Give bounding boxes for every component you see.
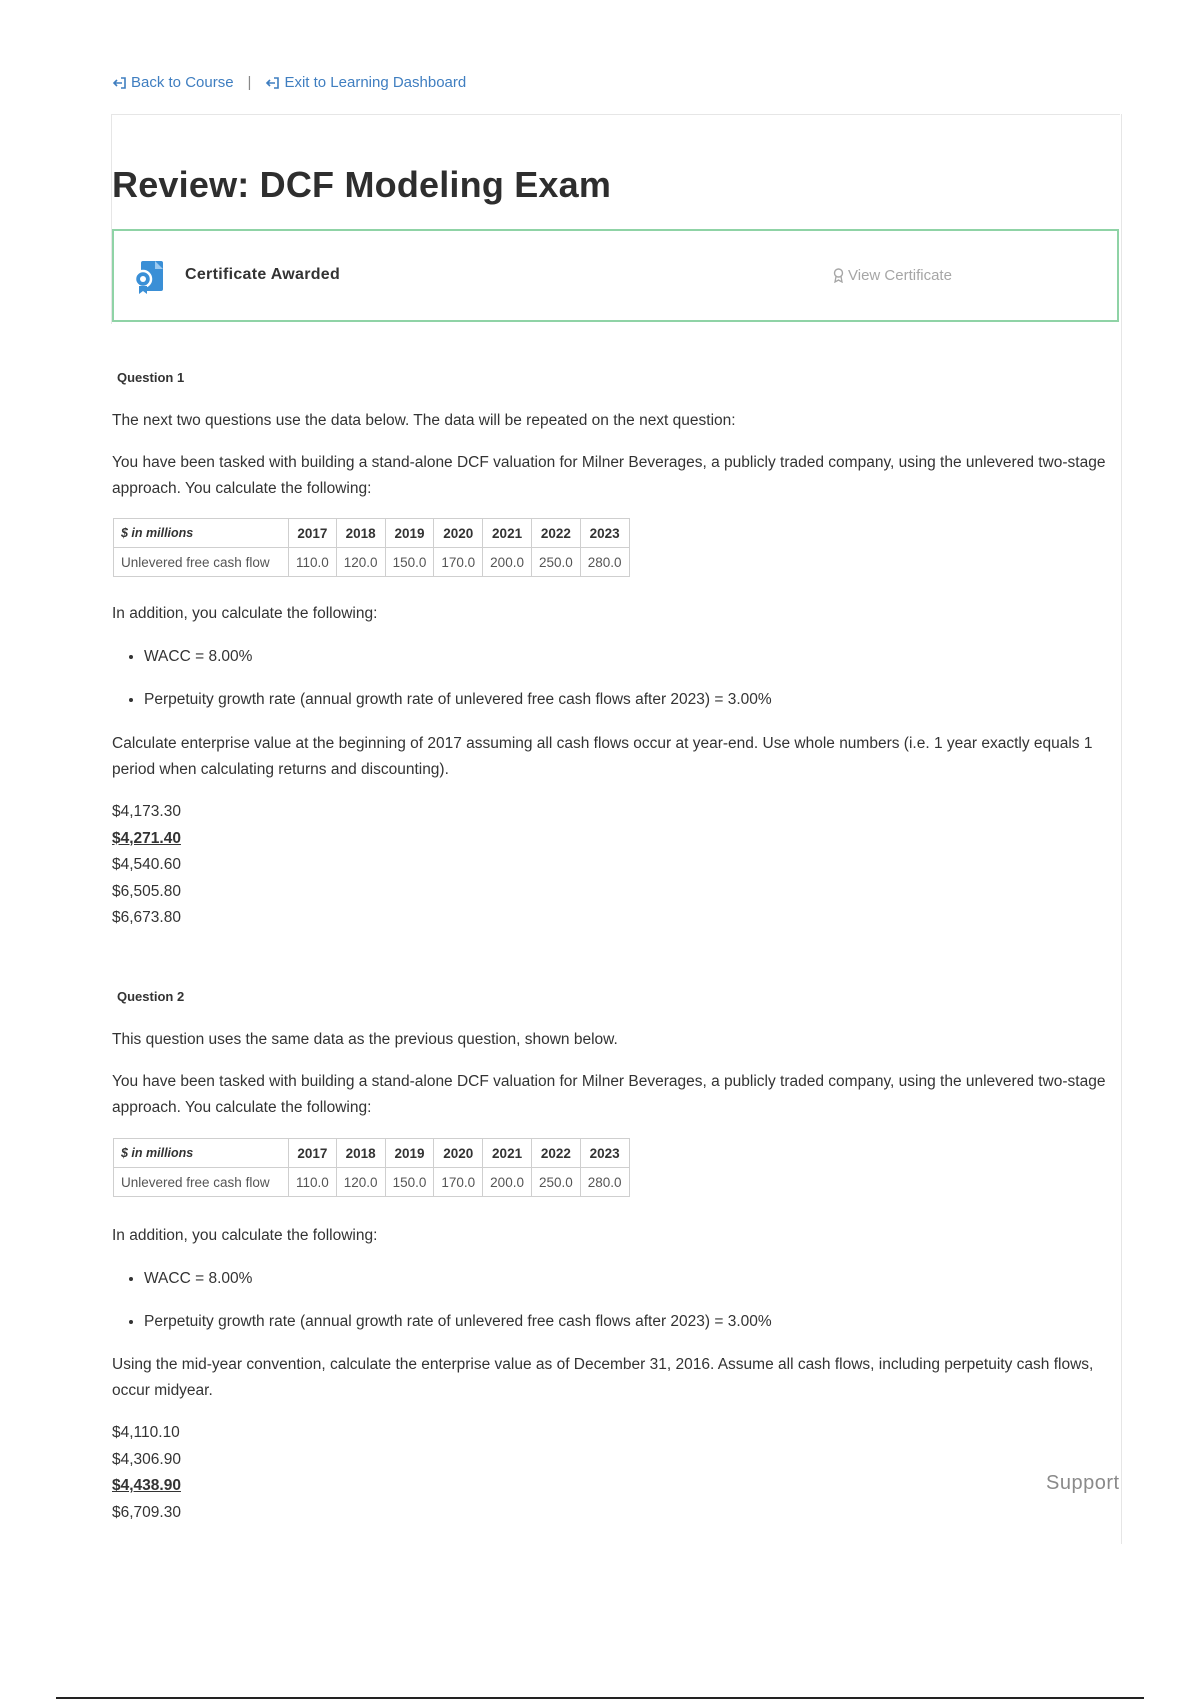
table-year: 2017: [289, 519, 337, 548]
back-to-course-link[interactable]: [112, 74, 234, 91]
question-1-setup: You have been tasked with building a stand-alone DCF valuation for Milner Beverages, a publicly traded company, using the unlevered two-stage approach. You calculate the following:: [112, 454, 1106, 497]
exit-dashboard-link[interactable]: [265, 74, 466, 91]
table-year: 2019: [385, 519, 434, 548]
table-cell: 150.0: [385, 548, 434, 577]
question-2-bullets: [112, 1266, 772, 1352]
answer-option[interactable]: $4,306.90: [112, 1450, 181, 1468]
table-cell: 250.0: [531, 548, 580, 577]
table-year: 2023: [580, 1139, 629, 1168]
table-year: 2018: [336, 1139, 385, 1168]
table-year: 2020: [434, 1139, 483, 1168]
answer-option[interactable]: $6,505.80: [112, 882, 181, 900]
answer-option[interactable]: $6,673.80: [112, 909, 181, 926]
page-bottom-rule: [56, 1697, 1144, 1699]
question-2-setup: You have been tasked with building a stand-alone DCF valuation for Milner Beverages, a publicly traded company, using the unlevered two-stage approach. You calculate the following:: [112, 1073, 1106, 1116]
answer-option[interactable]: $4,173.30: [112, 803, 181, 820]
table-cell: 110.0: [289, 1168, 337, 1197]
wacc-bullet: • WACC = 8.00%: [144, 1266, 772, 1309]
back-to-course-label: Back to Course: [131, 74, 234, 91]
table-year: 2017: [289, 1139, 337, 1168]
certificate-awarded-label: Certificate Awarded: [185, 266, 341, 283]
table-row-label: Unlevered free cash flow: [114, 1168, 289, 1197]
question-2-prompt: Using the mid-year convention, calculate the enterprise value as of December 31, 2016. Assume all cash flows, including perpetuity cash flows, occur midyear.: [112, 1356, 1094, 1399]
question-1-addition: In addition, you calculate the following:: [112, 605, 378, 622]
certificate-icon: [132, 259, 168, 295]
page-title: Review: DCF Modeling Exam: [112, 164, 612, 205]
table-header-row: [114, 1139, 630, 1168]
certificate-ribbon-icon: [832, 268, 845, 283]
table-year: 2019: [385, 1139, 434, 1168]
table-cell: 170.0: [434, 548, 483, 577]
question-2-addition: In addition, you calculate the following:: [112, 1227, 378, 1244]
support-button[interactable]: Support: [1046, 1472, 1120, 1494]
table-year: 2022: [531, 1139, 580, 1168]
answer-option[interactable]: $4,110.10: [112, 1424, 180, 1441]
table-year: 2022: [531, 519, 580, 548]
certificate-banner: [112, 229, 1119, 322]
question-1-prompt: Calculate enterprise value at the beginning of 2017 assuming all cash flows occur at year-end. Use whole numbers (i.e. 1 year exactly equals 1 period when calculating returns and discounting).: [112, 735, 1093, 778]
table-year: 2020: [434, 519, 483, 548]
growth-rate-bullet: • Perpetuity growth rate (annual growth rate of unlevered free cash flows after 2023) = 3.00%: [144, 687, 772, 730]
table-row-label: Unlevered free cash flow: [114, 548, 289, 577]
table-cell: 280.0: [580, 1168, 629, 1197]
question-1-options: [112, 799, 181, 932]
question-2-label: Question 2: [117, 989, 185, 1004]
table-cell: 150.0: [385, 1168, 434, 1197]
table-cell: 280.0: [580, 548, 629, 577]
view-certificate-label: View Certificate: [848, 267, 952, 284]
table-year: 2018: [336, 519, 385, 548]
table-cell: 250.0: [531, 1168, 580, 1197]
question-2-options: [112, 1420, 181, 1526]
answer-option[interactable]: $4,540.60: [112, 856, 181, 873]
question-1-bullets: [112, 644, 772, 730]
table-cell: 110.0: [289, 548, 337, 577]
cash-flow-table-1: [113, 518, 630, 577]
table-year: 2021: [483, 1139, 532, 1168]
answer-option-selected[interactable]: $4,271.40: [112, 829, 181, 847]
nav-separator: |: [247, 74, 252, 91]
top-navigation: [112, 74, 466, 91]
question-1-label: Question 1: [117, 370, 185, 385]
table-cell: 200.0: [483, 548, 532, 577]
table-cell: 120.0: [336, 548, 385, 577]
question-2-intro: This question uses the same data as the previous question, shown below.: [112, 1031, 618, 1048]
table-year: 2021: [483, 519, 532, 548]
content-frame-right: [1121, 114, 1122, 1544]
wacc-bullet: • WACC = 8.00%: [144, 644, 772, 687]
exit-dashboard-label: Exit to Learning Dashboard: [284, 74, 467, 91]
exit-arrow-icon: [112, 75, 128, 91]
table-row: [114, 548, 630, 577]
cash-flow-table-2: [113, 1138, 630, 1197]
table-row: [114, 1168, 630, 1197]
table-header-row: [114, 519, 630, 548]
answer-option-selected[interactable]: $4,438.90: [112, 1477, 181, 1494]
answer-option[interactable]: $6,709.30: [112, 1503, 181, 1521]
content-frame-top: [112, 114, 1120, 115]
growth-rate-bullet: • Perpetuity growth rate (annual growth rate of unlevered free cash flows after 2023) = 3.00%: [144, 1309, 772, 1352]
exit-arrow-icon: [265, 75, 281, 91]
question-1-intro: The next two questions use the data below. The data will be repeated on the next question:: [112, 412, 736, 429]
table-cell: 170.0: [434, 1168, 483, 1197]
view-certificate-link[interactable]: [832, 267, 952, 284]
table-header-label: $ in millions: [114, 1139, 289, 1168]
table-cell: 120.0: [336, 1168, 385, 1197]
table-year: 2023: [580, 519, 629, 548]
table-header-label: $ in millions: [114, 519, 289, 548]
table-cell: 200.0: [483, 1168, 532, 1197]
